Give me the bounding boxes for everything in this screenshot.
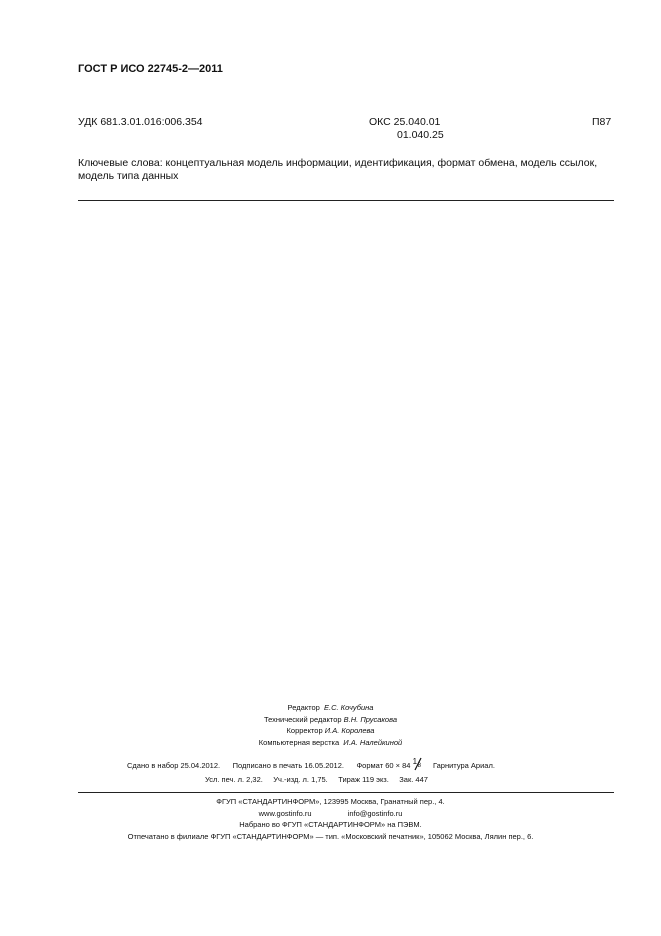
- editor-name: Е.С. Кочубина: [324, 703, 374, 712]
- print-info-row-2: [205, 775, 428, 784]
- keywords-paragraph: Ключевые слова: концептуальная модель информации, идентификация, формат обмена, модель ссылок, модель типа данных: [78, 157, 598, 182]
- format-times: × 84: [395, 761, 411, 770]
- class-code: П87: [592, 116, 612, 128]
- format-prefix: Формат 60: [356, 761, 394, 770]
- publisher-website: www.gostinfo.ru: [258, 808, 312, 818]
- udk-code: УДК 681.3.01.016:006.354: [78, 116, 203, 128]
- bottom-divider: [78, 792, 614, 793]
- format-denominator: 8: [417, 763, 421, 769]
- print-run: Тираж 119 экз.: [338, 775, 389, 784]
- oks-code-1: ОКС 25.040.01: [369, 116, 441, 128]
- corrector-name: И.А. Королева: [324, 726, 375, 735]
- signed-date: Подписано в печать 16.05.2012.: [232, 761, 344, 770]
- credits-block: [0, 702, 661, 748]
- layout-name: И.А. Налейкиной: [343, 737, 403, 747]
- publisher-address: ФГУП «СТАНДАРТИНФОРМ», 123995 Москва, Гранатный пер., 4.: [216, 797, 445, 806]
- layout-label: Компьютерная верстка: [258, 737, 340, 747]
- publisher-contacts: [0, 808, 661, 820]
- format-fraction: [412, 757, 423, 770]
- corrector-line: [0, 725, 661, 737]
- layout-line: [0, 737, 661, 749]
- typeset-note: Набрано во ФГУП «СТАНДАРТИНФОРМ» на ПЭВМ.: [239, 820, 422, 829]
- publisher-block: [0, 796, 661, 842]
- tech-editor-name: В.Н. Прусакова: [343, 714, 398, 724]
- typeface: Гарнитура Ариал.: [432, 761, 495, 770]
- tech-editor-line: [0, 714, 661, 726]
- standard-designation: ГОСТ Р ИСО 22745-2—2011: [78, 63, 223, 75]
- sent-date: Сдано в набор 25.04.2012.: [127, 761, 221, 770]
- publisher-email: info@gostinfo.ru: [347, 808, 403, 818]
- tech-editor-label: Технический редактор: [263, 714, 342, 724]
- oks-code-2: 01.040.25: [397, 129, 444, 141]
- print-sheets: Усл. печ. л. 2,32.: [205, 775, 263, 784]
- print-info-row-1: [127, 757, 495, 770]
- corrector-label: Корректор: [286, 726, 323, 735]
- order-number: Зак. 447: [399, 775, 428, 784]
- printed-note: Отпечатано в филиале ФГУП «СТАНДАРТИНФОРМ» — тип. «Московский печатник», 105062 Москва, Лялин пер., 6.: [127, 831, 534, 841]
- format-numerator: 1: [412, 757, 418, 766]
- publisher-sheets: Уч.-изд. л. 1,75.: [273, 775, 328, 784]
- top-divider: [78, 200, 614, 201]
- editor-label: Редактор: [287, 703, 320, 712]
- oks-codes: [369, 116, 444, 142]
- editor-line: [0, 702, 661, 714]
